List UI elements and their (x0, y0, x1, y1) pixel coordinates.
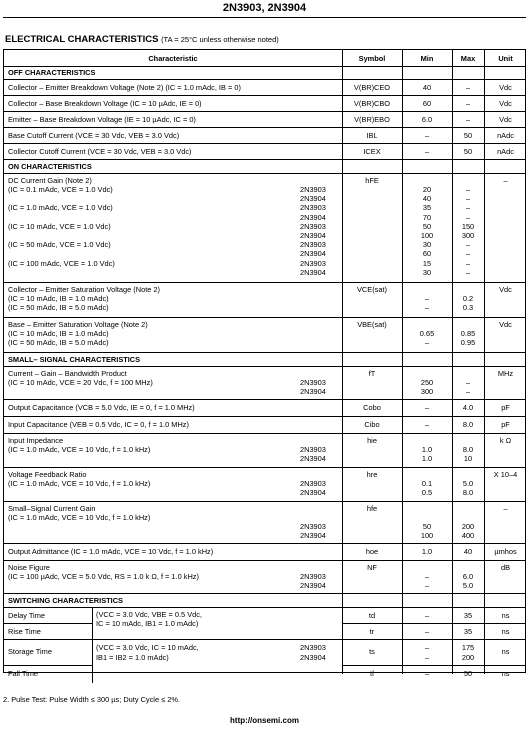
row-divider (4, 560, 525, 561)
fall-label: Fall Time (8, 669, 38, 678)
hfe-min: 60 (422, 249, 432, 259)
min-cell: 40 (422, 83, 432, 92)
hfe-min: 50 (422, 221, 432, 231)
hfe-device: 2N3903 (300, 221, 326, 231)
vce-sat-unit: Vdc (499, 285, 512, 294)
vce-sat-cond: (IC = 50 mAdc, IB = 5.0 mAdc) (8, 303, 109, 312)
hfe-condition: (IC = 100 mAdc, VCE = 1.0 Vdc) (8, 258, 115, 268)
min-cell: – (424, 627, 430, 636)
hre-min: 0.1 (421, 479, 433, 488)
hre-min: 0.5 (421, 488, 433, 497)
row-divider (4, 127, 525, 128)
ft-device: 2N3903 (300, 378, 326, 387)
row-divider (4, 416, 525, 417)
hre-unit: X 10–4 (493, 470, 518, 479)
hfe-min: 70 (422, 212, 432, 222)
group-small-signal: SMALL– SIGNAL CHARACTERISTICS (8, 355, 141, 364)
storage-symbol: ts (369, 647, 375, 656)
nf-max: 5.0 (462, 581, 474, 590)
hre-symbol: hre (366, 470, 378, 479)
ft-symbol: fT (368, 369, 376, 378)
ft-max: – (465, 378, 471, 387)
vce-sat-min: – (424, 303, 430, 312)
section-title (5, 34, 279, 45)
symbol-cell: IBL (366, 131, 378, 140)
storage-device: 2N3903 (300, 643, 326, 652)
vce-sat-symbol: VCE(sat) (357, 285, 387, 294)
storage-min: – (424, 643, 430, 652)
row-divider (342, 665, 525, 666)
symbol-cell: V(BR)CEO (353, 83, 391, 92)
vce-sat-title: Collector – Emitter Saturation Voltage (Note 2) (8, 285, 160, 294)
nf-min: – (424, 572, 430, 581)
max-cell: 50 (463, 669, 473, 678)
hfe-device: 2N3903 (300, 240, 326, 250)
switching-cond: IB1 = IB2 = 1.0 mAdc) (96, 653, 169, 662)
max-cell: – (465, 99, 471, 108)
storage-device: 2N3904 (300, 653, 326, 662)
hie-unit: k Ω (499, 436, 512, 445)
ft-unit: MHz (497, 369, 514, 378)
hie-title: Input Impedance (8, 436, 64, 445)
storage-max: 175 (461, 643, 475, 652)
hoe-char: Output Admittance (IC = 1.0 mAdc, VCE = 10 Vdc, f = 1.0 kHz) (8, 547, 214, 556)
row-divider (4, 607, 525, 608)
unit-cell: ns (501, 669, 510, 678)
row-divider (4, 352, 525, 353)
rise-label: Rise Time (8, 627, 41, 636)
hfe-max: – (465, 258, 471, 268)
hfe-ss-title: Small–Signal Current Gain (8, 504, 96, 513)
hfe-symbol: hFE (365, 176, 379, 185)
hie-device: 2N3904 (300, 454, 326, 463)
ft-min: 300 (420, 387, 434, 396)
hre-device: 2N3904 (300, 488, 326, 497)
footnote: 2. Pulse Test: Pulse Width ≤ 300 µs; Duty Cycle ≤ 2%. (3, 695, 180, 704)
hfe-min: 35 (422, 203, 432, 213)
hfe-device: 2N3904 (300, 249, 326, 259)
vce-sat-max: 0.3 (462, 303, 474, 312)
min-cell: – (424, 420, 430, 429)
row-divider (4, 95, 525, 96)
row-divider (4, 143, 525, 144)
unit-cell: ns (501, 611, 510, 620)
row-divider (4, 433, 525, 434)
off-row-char: Collector – Emitter Breakdown Voltage (Note 2) (IC = 1.0 mAdc, IB = 0) (8, 83, 241, 92)
hfe-max: 150 (461, 221, 475, 231)
hie-max: 10 (463, 454, 473, 463)
unit-cell: Vdc (499, 99, 512, 108)
hfe-device: 2N3904 (300, 212, 326, 222)
row-divider (4, 623, 92, 624)
min-cell: – (424, 669, 430, 678)
group-on: ON CHARACTERISTICS (8, 162, 92, 171)
vbe-sat-max: 0.85 (460, 329, 476, 338)
hfe-max: – (465, 203, 471, 213)
hfe-min: 20 (422, 185, 432, 194)
hfe-condition: (IC = 1.0 mAdc, VCE = 1.0 Vdc) (8, 203, 113, 213)
row-divider (4, 317, 525, 318)
hfe-ss-symbol: hfe (366, 504, 378, 513)
switching-cond: (VCC = 3.0 Vdc, IC = 10 mAdc, (96, 643, 199, 652)
section-title-text: ELECTRICAL CHARACTERISTICS (5, 34, 159, 45)
col-header-symbol: Symbol (358, 54, 386, 63)
max-cell: 40 (463, 547, 473, 556)
max-cell: 50 (463, 131, 473, 140)
row-divider (4, 593, 525, 594)
hie-device: 2N3903 (300, 445, 326, 454)
symbol-cell: Cobo (363, 403, 381, 412)
row-divider (4, 665, 92, 666)
hfe-max: – (465, 185, 471, 194)
hfe-ss-max: 400 (461, 531, 475, 540)
max-cell: 50 (463, 147, 473, 156)
hfe-device: 2N3904 (300, 267, 326, 277)
hre-cond: (IC = 1.0 mAdc, VCE = 10 Vdc, f = 1.0 kHz) (8, 479, 151, 488)
nf-max: 6.0 (462, 572, 474, 581)
vbe-sat-title: Base – Emitter Saturation Voltage (Note 2) (8, 320, 148, 329)
group-off: OFF CHARACTERISTICS (8, 68, 96, 77)
cibo-char: Input Capacitance (VEB = 0.5 Vdc, IC = 0, f = 1.0 MHz) (8, 420, 189, 429)
col-header-min: Min (420, 54, 434, 63)
max-cell: 4.0 (462, 403, 474, 412)
hie-min: 1.0 (421, 454, 433, 463)
vbe-sat-cond: (IC = 50 mAdc, IB = 5.0 mAdc) (8, 338, 109, 347)
min-cell: 60 (422, 99, 432, 108)
section-condition: (TA = 25°C unless otherwise noted) (161, 35, 279, 44)
vbe-sat-cond: (IC = 10 mAdc, IB = 1.0 mAdc) (8, 329, 109, 338)
storage-unit: ns (501, 647, 510, 656)
footer-url[interactable]: http://onsemi.com (230, 716, 299, 725)
hfe-max: – (465, 240, 471, 250)
row-divider (4, 639, 525, 640)
ft-cond: (IC = 10 mAdc, VCE = 20 Vdc, f = 100 MHz) (8, 378, 153, 387)
hfe-device: 2N3904 (300, 231, 326, 240)
hre-title: Voltage Feedback Ratio (8, 470, 87, 479)
row-divider (4, 501, 525, 502)
hfe-ss-device: 2N3904 (300, 531, 326, 540)
unit-cell: Vdc (499, 115, 512, 124)
vce-sat-min: – (424, 294, 430, 303)
ft-title: Current – Gain – Bandwidth Product (8, 369, 127, 378)
hfe-device: 2N3904 (300, 194, 326, 204)
col-header-max: Max (460, 54, 476, 63)
min-cell: 6.0 (421, 115, 433, 124)
storage-label: Storage Time (8, 647, 52, 656)
hre-max: 5.0 (462, 479, 474, 488)
off-row-char: Emitter – Base Breakdown Voltage (IE = 10 µAdc, IC = 0) (8, 115, 196, 124)
row-divider (4, 282, 525, 283)
symbol-cell: td (368, 611, 376, 620)
hfe-ss-device: 2N3903 (300, 522, 326, 531)
hfe-min: 30 (422, 267, 432, 277)
ft-max: – (465, 387, 471, 396)
row-divider (4, 467, 525, 468)
vbe-sat-min: – (424, 338, 430, 347)
hfe-condition: (IC = 10 mAdc, VCE = 1.0 Vdc) (8, 221, 111, 231)
switching-cond: (VCC = 3.0 Vdc, VBE = 0.5 Vdc, (96, 610, 202, 619)
row-divider (4, 66, 525, 67)
storage-min: – (424, 653, 430, 662)
hfe-max: 300 (461, 231, 475, 240)
hie-min: 1.0 (421, 445, 433, 454)
symbol-cell: tf (369, 669, 375, 678)
max-cell: 8.0 (462, 420, 474, 429)
hre-max: 8.0 (462, 488, 474, 497)
unit-cell: ns (501, 627, 510, 636)
min-cell: 1.0 (421, 547, 433, 556)
symbol-cell: tr (369, 627, 375, 636)
hfe-max: – (465, 267, 471, 277)
hfe-min: 40 (422, 194, 432, 204)
row-divider (4, 173, 525, 174)
hfe-ss-min: 100 (420, 531, 434, 540)
nf-cond: (IC = 100 µAdc, VCE = 5.0 Vdc, RS = 1.0 k Ω, f = 1.0 kHz) (8, 572, 199, 581)
hfe-max: – (465, 212, 471, 222)
row-divider (4, 399, 525, 400)
nf-title: Noise Figure (8, 563, 50, 572)
col-header-unit: Unit (498, 54, 513, 63)
hie-symbol: hie (367, 436, 377, 445)
hfe-ss-max: 200 (461, 522, 475, 531)
storage-max: 200 (461, 653, 475, 662)
nf-unit: dB (500, 563, 511, 572)
vce-sat-cond: (IC = 10 mAdc, IB = 1.0 mAdc) (8, 294, 109, 303)
unit-cell: pF (501, 420, 510, 429)
symbol-cell: Cibo (364, 420, 380, 429)
symbol-cell: ICEX (363, 147, 381, 156)
hfe-min: 30 (422, 240, 432, 250)
off-row-char: Collector – Base Breakdown Voltage (IC = 10 µAdc, IE = 0) (8, 99, 202, 108)
symbol-cell: V(BR)EBO (354, 115, 390, 124)
hfe-condition: (IC = 0.1 mAdc, VCE = 1.0 Vdc) (8, 185, 113, 194)
unit-cell: µmhos (494, 547, 517, 556)
hie-max: 8.0 (462, 445, 474, 454)
unit-cell: Vdc (499, 83, 512, 92)
col-header-characteristic: Characteristic (148, 54, 198, 63)
column-divider (92, 607, 93, 683)
unit-cell: nAdc (497, 131, 514, 140)
vbe-sat-max: 0.95 (460, 338, 476, 347)
header-rule (3, 17, 526, 18)
hfe-device: 2N3903 (300, 258, 326, 268)
min-cell: – (424, 403, 430, 412)
nf-min: – (424, 581, 430, 590)
symbol-cell: V(BR)CBO (353, 99, 391, 108)
row-divider (342, 623, 525, 624)
vbe-sat-min: 0.65 (419, 329, 435, 338)
nf-device: 2N3904 (300, 581, 326, 590)
max-cell: – (465, 115, 471, 124)
row-divider (4, 543, 525, 544)
delay-label: Delay Time (8, 611, 45, 620)
hfe-max: – (465, 249, 471, 259)
hre-device: 2N3903 (300, 479, 326, 488)
cobo-char: Output Capacitance (VCB = 5.0 Vdc, IE = 0, f = 1.0 MHz) (8, 403, 195, 412)
hfe-max: – (465, 194, 471, 204)
vce-sat-max: 0.2 (462, 294, 474, 303)
off-row-char: Collector Cutoff Current (VCE = 30 Vdc, VEB = 3.0 Vdc) (8, 147, 192, 156)
min-cell: – (424, 611, 430, 620)
unit-cell: nAdc (497, 147, 514, 156)
row-divider (4, 159, 525, 160)
row-divider (4, 79, 525, 80)
hfe-unit: – (503, 176, 508, 185)
hfe-min: 100 (420, 231, 434, 240)
hie-cond: (IC = 1.0 mAdc, VCE = 10 Vdc, f = 1.0 kHz) (8, 445, 151, 454)
ft-min: 250 (420, 378, 434, 387)
hfe-ss-unit: – (503, 504, 508, 513)
min-cell: – (424, 131, 430, 140)
min-cell: – (424, 147, 430, 156)
page-title: 2N3903, 2N3904 (222, 2, 307, 14)
nf-device: 2N3903 (300, 572, 326, 581)
off-row-char: Base Cutoff Current (VCE = 30 Vdc, VEB = 3.0 Vdc) (8, 131, 180, 140)
ft-device: 2N3904 (300, 387, 326, 396)
unit-cell: pF (501, 403, 510, 412)
symbol-cell: hoe (365, 547, 379, 556)
max-cell: – (465, 83, 471, 92)
hfe-min: 15 (422, 258, 432, 268)
vbe-sat-unit: Vdc (499, 320, 512, 329)
hfe-device: 2N3903 (300, 185, 326, 194)
hfe-device: 2N3903 (300, 203, 326, 213)
hfe-condition: (IC = 50 mAdc, VCE = 1.0 Vdc) (8, 240, 111, 250)
nf-symbol: NF (367, 563, 377, 572)
switching-cond: IC = 10 mAdc, IB1 = 1.0 mAdc) (96, 619, 199, 628)
hfe-ss-cond: (IC = 1.0 mAdc, VCE = 10 Vdc, f = 1.0 kHz) (8, 513, 151, 522)
vbe-sat-symbol: VBE(sat) (357, 320, 387, 329)
row-divider (4, 111, 525, 112)
max-cell: 35 (463, 611, 473, 620)
max-cell: 35 (463, 627, 473, 636)
row-divider (4, 366, 525, 367)
hfe-ss-min: 50 (422, 522, 432, 531)
hfe-title: DC Current Gain (Note 2) (8, 176, 92, 185)
characteristics-table (3, 49, 526, 678)
group-switching: SWITCHING CHARACTERISTICS (8, 596, 123, 605)
